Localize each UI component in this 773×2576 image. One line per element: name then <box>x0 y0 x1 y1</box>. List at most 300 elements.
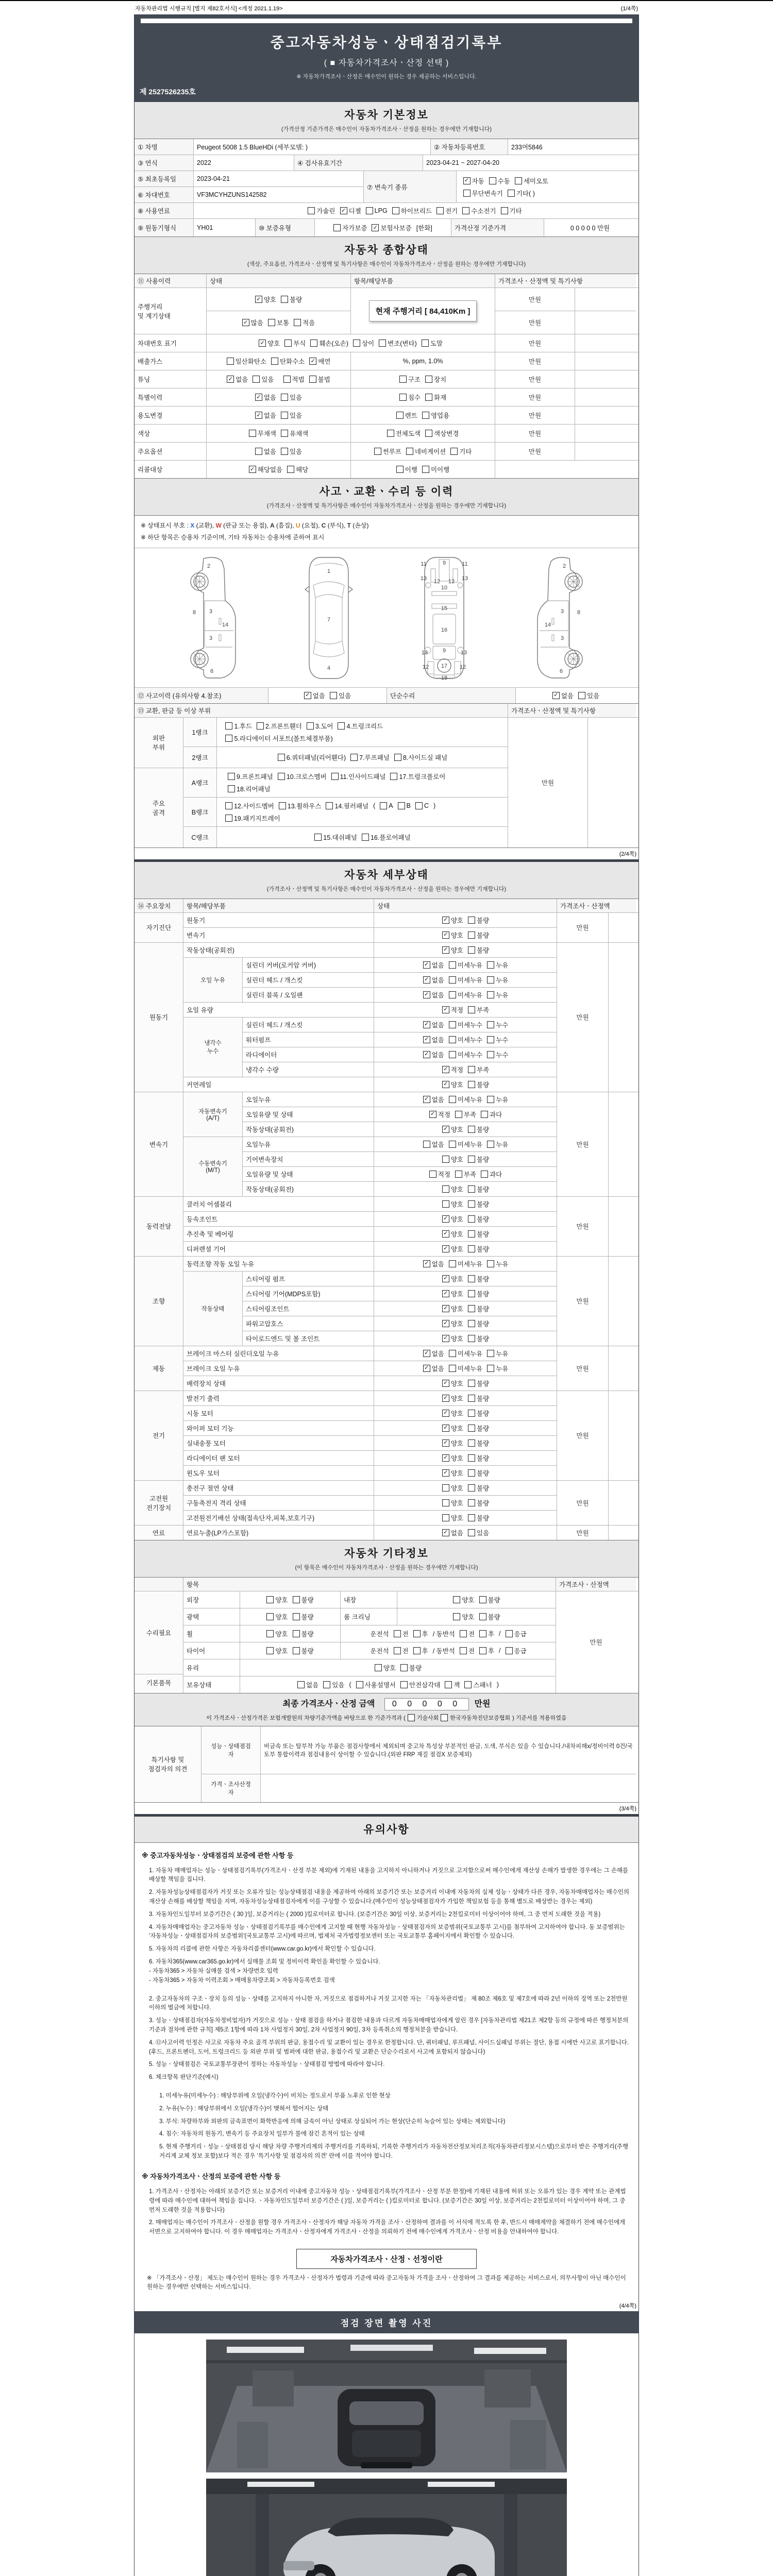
checkbox[interactable] <box>487 961 494 969</box>
checkbox[interactable] <box>281 394 288 401</box>
law-note: 자동차관리법 시행규칙 [별지 제82호서식] <개정 2021.1.19> <box>135 6 283 12</box>
checkbox[interactable]: ✓ <box>255 394 262 401</box>
field-value <box>495 288 575 334</box>
check-group <box>420 989 512 1001</box>
checkbox[interactable] <box>331 773 339 780</box>
table-row <box>495 288 575 311</box>
checkbox[interactable] <box>460 1647 467 1654</box>
checkbox[interactable]: ✓ <box>442 1529 449 1536</box>
checkbox[interactable] <box>268 319 275 326</box>
table-row <box>183 1511 557 1525</box>
checkbox[interactable] <box>309 376 316 383</box>
checkbox[interactable] <box>468 1410 475 1417</box>
check-group <box>439 1004 492 1015</box>
page-number-4: (4/4쪽) <box>135 2300 638 2311</box>
field-value: 성능ㆍ상태점검 자 <box>201 1726 261 1774</box>
checkbox[interactable] <box>379 340 386 347</box>
checkbox[interactable] <box>449 1365 456 1372</box>
checkbox[interactable] <box>487 1021 494 1028</box>
table-row <box>243 988 557 1002</box>
checkbox-label: 13.휠하우스 <box>287 802 322 810</box>
field-label: 가격조사ㆍ산정액 <box>556 1578 636 1591</box>
checkbox[interactable] <box>281 412 288 419</box>
field-value: 외장 <box>183 1591 240 1608</box>
checkbox[interactable] <box>326 802 333 809</box>
checkbox[interactable] <box>422 412 429 419</box>
state-cell <box>374 1137 557 1151</box>
checkbox-option <box>255 447 276 456</box>
checkbox[interactable] <box>468 931 475 939</box>
state-cell <box>374 1496 557 1510</box>
checkbox-label: 불량 <box>477 1320 490 1328</box>
check-group <box>393 464 452 475</box>
check-group <box>239 317 318 328</box>
checkbox-option <box>468 916 489 925</box>
checkbox-label: 미세누수 <box>457 1051 483 1059</box>
checkbox[interactable] <box>508 190 515 197</box>
checkbox[interactable] <box>487 1260 494 1267</box>
checkbox[interactable] <box>449 976 456 984</box>
checkbox[interactable]: ✓ <box>304 692 311 699</box>
checkbox-label: 기타 <box>459 448 472 455</box>
checkbox[interactable] <box>281 296 288 303</box>
checkbox[interactable] <box>442 1499 449 1506</box>
checkbox[interactable] <box>425 394 432 401</box>
checkbox-label: 안전삼각대 <box>409 1681 441 1689</box>
checkbox[interactable] <box>442 1514 449 1521</box>
checkbox[interactable] <box>501 207 508 214</box>
checkbox[interactable] <box>445 1681 452 1688</box>
checkbox[interactable] <box>356 1681 363 1688</box>
car-side-right-diagram <box>520 553 598 682</box>
checkbox[interactable] <box>350 754 358 761</box>
notice-item: 5. 자동차의 리콜에 관한 사항은 자동차리콜센터(www.car.go.kr)에서 확인할 수 있습니다. <box>149 1946 376 1953</box>
checkbox[interactable] <box>297 1681 305 1688</box>
field-value: 충전구 절연 상태 <box>183 1481 374 1495</box>
checkbox[interactable] <box>415 802 423 809</box>
checkbox[interactable]: ✓ <box>442 1380 449 1387</box>
checkbox-label: 양호 <box>462 1596 475 1604</box>
checkbox[interactable] <box>278 754 285 761</box>
checkbox[interactable] <box>266 1630 274 1637</box>
checkbox-option <box>449 1050 482 1059</box>
checkbox[interactable] <box>293 1613 300 1620</box>
checkbox[interactable] <box>468 1425 475 1432</box>
checkbox[interactable] <box>468 1499 475 1506</box>
checkbox[interactable] <box>479 1630 486 1637</box>
checkbox[interactable] <box>442 1484 449 1492</box>
checkbox-label: 없음 <box>431 1051 444 1059</box>
checkbox[interactable] <box>515 177 522 184</box>
checkbox[interactable]: ✓ <box>442 1290 449 1297</box>
table-row <box>183 718 508 747</box>
checkbox[interactable] <box>468 1006 475 1013</box>
checkbox[interactable] <box>468 1156 475 1163</box>
checkbox[interactable] <box>408 1714 415 1721</box>
checkbox[interactable]: ✓ <box>552 692 560 699</box>
checkbox[interactable] <box>307 722 314 730</box>
checkbox[interactable] <box>462 207 469 214</box>
checkbox[interactable] <box>294 319 301 326</box>
checkbox[interactable] <box>468 1335 475 1342</box>
check-group <box>439 1527 492 1538</box>
checkbox[interactable] <box>227 358 234 365</box>
checkbox[interactable] <box>380 802 387 809</box>
checkbox-option <box>374 447 401 456</box>
table-row <box>243 1047 557 1062</box>
checkbox[interactable] <box>375 1664 382 1671</box>
checkbox-label: 불량 <box>477 1499 490 1507</box>
accident-history-table <box>135 688 638 704</box>
checkbox[interactable] <box>253 376 260 383</box>
checkbox[interactable] <box>487 1051 494 1058</box>
checkbox[interactable] <box>468 1454 475 1462</box>
checkbox[interactable] <box>468 1514 475 1521</box>
checkbox[interactable] <box>425 430 432 437</box>
checkbox[interactable] <box>487 976 494 984</box>
checkbox[interactable] <box>468 917 475 924</box>
table-row <box>135 461 638 478</box>
checkbox[interactable] <box>450 448 458 455</box>
checkbox[interactable] <box>308 207 315 214</box>
checkbox-option <box>487 1020 508 1029</box>
checkbox[interactable]: ✓ <box>442 1439 449 1447</box>
checkbox-label: 침수 <box>408 394 421 401</box>
checkbox[interactable] <box>464 1681 472 1688</box>
checkbox[interactable]: ✓ <box>442 1230 449 1238</box>
checkbox[interactable] <box>257 722 264 730</box>
checkbox[interactable] <box>399 376 407 383</box>
checkbox[interactable]: ✓ <box>442 917 449 924</box>
checkbox[interactable] <box>487 991 494 998</box>
checkbox[interactable] <box>287 466 294 473</box>
checkbox[interactable]: ✓ <box>429 1111 436 1118</box>
checkbox-label: 4.트렁크리드 <box>346 722 383 730</box>
checkbox[interactable] <box>468 1290 475 1297</box>
checkbox[interactable] <box>449 991 456 998</box>
checkbox[interactable]: ✓ <box>372 224 379 231</box>
checkbox[interactable] <box>310 340 317 347</box>
checkbox[interactable] <box>281 430 288 437</box>
notice-item: 4. ⑫사고이력 인정은 사고로 자동차 주요 골격 부위의 판금, 용접수리 및 교환이 있는 경우로 한정합니다. 단, 쿼터패널, 루프패널, 사이드실패널 부위는 절단, 용접 시에만 사고로 표기합니다. (후드, 프론트펜더, 도어, 트렁크리드 등 외판 부위 및 범퍼에 대한 판금, 용접수리 및 교환은 단순수리로서 사고에 포함되지 않습니다) <box>149 2039 629 2055</box>
notice-item: 6. 자동차365(www.car365.go.kr)에서 실매물 조회 및 정비이력 확인을 확인할 수 있습니다. - 자동차365 > 자동차 실매물 검색 > 차량번호 입력 - 자동차365 > 자동차 이력조회 > 매매용차량조회 > 자동차등록번호 검색 <box>149 1959 380 1984</box>
checkbox[interactable] <box>468 1439 475 1447</box>
checkbox[interactable] <box>468 1215 475 1223</box>
checkbox-option <box>242 318 263 327</box>
checkbox[interactable] <box>293 1630 300 1637</box>
checkbox[interactable] <box>463 190 470 197</box>
checkbox[interactable] <box>266 1647 274 1654</box>
checkbox[interactable] <box>578 692 585 699</box>
checkbox[interactable] <box>394 754 401 761</box>
checkbox[interactable] <box>449 1096 456 1103</box>
checkbox[interactable]: ✓ <box>423 1350 430 1357</box>
checkbox[interactable]: ✓ <box>442 1081 449 1088</box>
checkbox[interactable] <box>228 785 235 792</box>
checkbox[interactable] <box>449 1141 456 1148</box>
checkbox[interactable] <box>487 1096 494 1103</box>
checkbox[interactable]: ✓ <box>423 1096 430 1103</box>
table-row <box>183 1591 556 1608</box>
checkbox-option <box>442 1379 463 1388</box>
checkbox-label: 14.필러패널 <box>334 802 369 810</box>
checkbox[interactable] <box>225 802 232 809</box>
checkbox[interactable]: ✓ <box>442 1469 449 1477</box>
checkbox[interactable] <box>425 376 432 383</box>
checkbox[interactable] <box>506 1647 513 1654</box>
state-cell <box>374 1451 557 1465</box>
checkbox[interactable] <box>479 1613 486 1620</box>
checkbox[interactable]: ✓ <box>423 976 430 984</box>
checkbox[interactable] <box>449 1021 456 1028</box>
checkbox[interactable] <box>398 802 405 809</box>
checkbox[interactable]: ✓ <box>442 1425 449 1432</box>
checkbox[interactable] <box>453 1596 460 1603</box>
field-value <box>609 943 636 1092</box>
checkbox[interactable] <box>489 177 496 184</box>
checkbox[interactable] <box>453 1613 460 1620</box>
checkbox-option <box>314 833 357 842</box>
checkbox[interactable] <box>506 1630 513 1637</box>
price-cell: 만원 <box>528 296 542 303</box>
checkbox[interactable] <box>266 1596 274 1603</box>
checkbox[interactable] <box>468 1230 475 1238</box>
checkbox[interactable]: ✓ <box>463 177 470 184</box>
checkbox[interactable] <box>396 412 404 419</box>
checkbox-option <box>362 833 411 842</box>
diagram-part-number: 1 <box>327 568 331 574</box>
checkbox[interactable]: ✓ <box>227 376 234 383</box>
checkbox[interactable]: ✓ <box>423 1021 430 1028</box>
checkbox[interactable]: ✓ <box>242 319 249 326</box>
field-value: C랭크 <box>183 827 217 848</box>
field-value <box>183 1591 556 1693</box>
notice-intro-2: ※ 자동차가격조사ㆍ산정의 보증에 관한 사항 등 <box>142 2172 281 2180</box>
checkbox[interactable] <box>293 1596 300 1603</box>
checkbox[interactable] <box>455 1171 462 1178</box>
checkbox[interactable] <box>400 1681 408 1688</box>
checkbox[interactable] <box>338 722 345 730</box>
checkbox-option <box>225 721 252 731</box>
checkbox[interactable] <box>468 1305 475 1312</box>
field-value: 연료누출(LP가스포함) <box>183 1526 374 1540</box>
inspection-photos <box>135 2333 638 2576</box>
checkbox[interactable] <box>293 1647 300 1654</box>
checkbox[interactable]: ✓ <box>442 1454 449 1462</box>
checkbox[interactable]: ✓ <box>442 1066 449 1073</box>
check-group <box>225 771 500 794</box>
checkbox[interactable] <box>413 1647 421 1654</box>
checkbox[interactable] <box>283 376 291 383</box>
table-row <box>495 311 575 334</box>
checkbox[interactable]: ✓ <box>423 1051 430 1058</box>
diagram-part-number: 12 <box>448 578 455 585</box>
checkbox[interactable] <box>468 1245 475 1252</box>
checkbox[interactable] <box>366 207 373 214</box>
checkbox[interactable] <box>487 1036 494 1043</box>
checkbox[interactable] <box>225 722 232 730</box>
checkbox[interactable] <box>460 1630 467 1637</box>
checkbox[interactable] <box>468 1395 475 1402</box>
checkbox-option <box>307 721 333 731</box>
checkbox[interactable]: ✓ <box>255 296 262 303</box>
checkbox[interactable] <box>468 1081 475 1088</box>
checkbox[interactable] <box>429 1171 436 1178</box>
field-value: Peugeot 5008 1.5 BlueHDi (세부모델: ) <box>194 139 431 155</box>
checkbox[interactable] <box>468 1185 475 1193</box>
checkbox[interactable]: ✓ <box>423 961 430 969</box>
state-cell <box>207 443 351 460</box>
price-cell: 만원 <box>495 388 575 406</box>
checkbox[interactable] <box>481 1171 488 1178</box>
checkbox[interactable]: ✓ <box>255 412 262 419</box>
checkbox[interactable]: ✓ <box>442 1126 449 1133</box>
checkbox[interactable] <box>449 1260 456 1267</box>
checkbox[interactable] <box>481 1111 488 1118</box>
checkbox[interactable] <box>441 1714 448 1721</box>
checkbox[interactable] <box>468 1320 475 1327</box>
checkbox[interactable] <box>468 1200 475 1208</box>
checkbox[interactable] <box>442 1185 449 1193</box>
checkbox[interactable]: ✓ <box>249 466 256 473</box>
checkbox[interactable] <box>449 961 456 969</box>
checkbox[interactable] <box>468 1469 475 1477</box>
section-basic-note: (가격산정 기준가격은 매수인이 자동차가격조사ㆍ산정을 원하는 경우에만 기재합니다) <box>281 126 492 132</box>
checkbox[interactable] <box>225 815 232 822</box>
field-value: 발전기 출력 <box>183 1391 374 1405</box>
checkbox[interactable] <box>468 1529 475 1536</box>
field-value: 조향 <box>135 1257 183 1346</box>
diagram-part-number: 11 <box>420 561 427 567</box>
checkbox[interactable] <box>449 1036 456 1043</box>
state-cell <box>374 1421 557 1435</box>
field-value <box>575 311 636 334</box>
checkbox[interactable] <box>228 773 235 780</box>
checkbox[interactable] <box>468 946 475 954</box>
checkbox[interactable] <box>374 448 381 455</box>
checkbox[interactable]: ✓ <box>442 1245 449 1252</box>
checkbox[interactable] <box>333 224 341 231</box>
checkbox[interactable] <box>249 430 256 437</box>
checkbox[interactable]: ✓ <box>442 1410 449 1417</box>
checkbox[interactable] <box>271 358 278 365</box>
checkbox[interactable] <box>479 1647 486 1654</box>
checkbox[interactable]: ✓ <box>423 1365 430 1372</box>
checkbox[interactable] <box>399 394 407 401</box>
checkbox[interactable] <box>422 466 429 473</box>
table-row <box>243 1301 557 1316</box>
checkbox[interactable] <box>396 466 404 473</box>
checkbox[interactable]: ✓ <box>442 1335 449 1342</box>
checkbox[interactable] <box>362 834 369 841</box>
checkbox[interactable] <box>281 448 288 455</box>
checkbox[interactable] <box>392 207 399 214</box>
checkbox[interactable] <box>387 430 394 437</box>
checkbox[interactable] <box>468 1275 475 1282</box>
checkbox-label: 없음 <box>431 961 444 969</box>
checkbox[interactable] <box>442 1200 449 1208</box>
checkbox[interactable] <box>413 1630 421 1637</box>
checkbox[interactable]: ✓ <box>442 1215 449 1223</box>
checkbox[interactable] <box>449 1051 456 1058</box>
checkbox-label: 양호 <box>450 1454 463 1462</box>
diagram-part-number: 3 <box>209 635 213 641</box>
checkbox-option <box>450 447 472 456</box>
checkbox[interactable] <box>442 1156 449 1163</box>
checkbox-option <box>449 990 482 999</box>
checkbox[interactable] <box>278 773 285 780</box>
field-label: 가격조사ㆍ산정액 <box>557 899 636 912</box>
checkbox-option <box>413 1629 428 1638</box>
checkbox[interactable] <box>323 1681 330 1688</box>
field-value: 변속기 <box>183 928 374 942</box>
notice-item: 2. 누유(누수) : 해당부위에서 오일(냉각수)이 맺혀서 떨어지는 상태 <box>159 2105 329 2112</box>
checkbox[interactable] <box>468 1380 475 1387</box>
table-row <box>243 1018 557 1032</box>
checkbox[interactable] <box>394 1647 401 1654</box>
checkbox[interactable] <box>468 1484 475 1492</box>
checkbox[interactable] <box>487 1350 494 1357</box>
checkbox[interactable]: ✓ <box>259 340 266 347</box>
checkbox[interactable]: ✓ <box>442 1305 449 1312</box>
checkbox[interactable]: ✓ <box>442 1395 449 1402</box>
title-stripe <box>141 19 632 23</box>
checkbox[interactable] <box>436 207 444 214</box>
checkbox[interactable] <box>479 1596 486 1603</box>
checkbox[interactable] <box>314 834 322 841</box>
checkbox[interactable] <box>422 340 429 347</box>
checkbox-option <box>442 1155 463 1164</box>
checkbox-option <box>429 1170 450 1179</box>
checkbox[interactable] <box>284 340 292 347</box>
checkbox[interactable] <box>406 448 413 455</box>
diagram-part-number: 14 <box>222 621 229 628</box>
checkbox[interactable] <box>266 1613 274 1620</box>
field-value: 용도변경 <box>135 406 207 424</box>
checkbox[interactable] <box>255 448 262 455</box>
checkbox[interactable] <box>400 1664 408 1671</box>
field-value <box>575 370 636 388</box>
checkbox[interactable] <box>279 802 286 809</box>
checkbox[interactable] <box>455 1111 462 1118</box>
checkbox[interactable]: ✓ <box>423 991 430 998</box>
checkbox[interactable]: ✓ <box>442 1006 449 1013</box>
checkbox-label: 과다 <box>490 1171 502 1178</box>
checkbox[interactable] <box>394 1630 401 1637</box>
checkbox[interactable]: ✓ <box>442 931 449 939</box>
checkbox[interactable] <box>353 340 360 347</box>
checkbox-option <box>453 1612 474 1621</box>
checkbox[interactable] <box>468 1066 475 1073</box>
field-value <box>588 718 636 848</box>
checkbox[interactable]: ✓ <box>309 358 316 365</box>
checkbox[interactable] <box>487 1365 494 1372</box>
checkbox[interactable]: ✓ <box>340 207 347 214</box>
checkbox[interactable] <box>390 773 397 780</box>
legend-note: ※ 하단 항목은 승용차 기준이며, 기타 자동차는 승용차에 준하여 표시 <box>141 533 325 541</box>
checkbox[interactable]: ✓ <box>442 1320 449 1327</box>
checkbox[interactable]: ✓ <box>423 1260 430 1267</box>
checkbox[interactable] <box>423 1141 430 1148</box>
checkbox[interactable] <box>330 692 337 699</box>
checkbox[interactable] <box>449 1350 456 1357</box>
checkbox[interactable]: ✓ <box>442 946 449 954</box>
checkbox[interactable] <box>468 1126 475 1133</box>
checkbox[interactable] <box>487 1141 494 1148</box>
checkbox[interactable]: ✓ <box>423 1036 430 1043</box>
checkbox[interactable] <box>225 735 232 742</box>
checkbox[interactable]: ✓ <box>442 1275 449 1282</box>
